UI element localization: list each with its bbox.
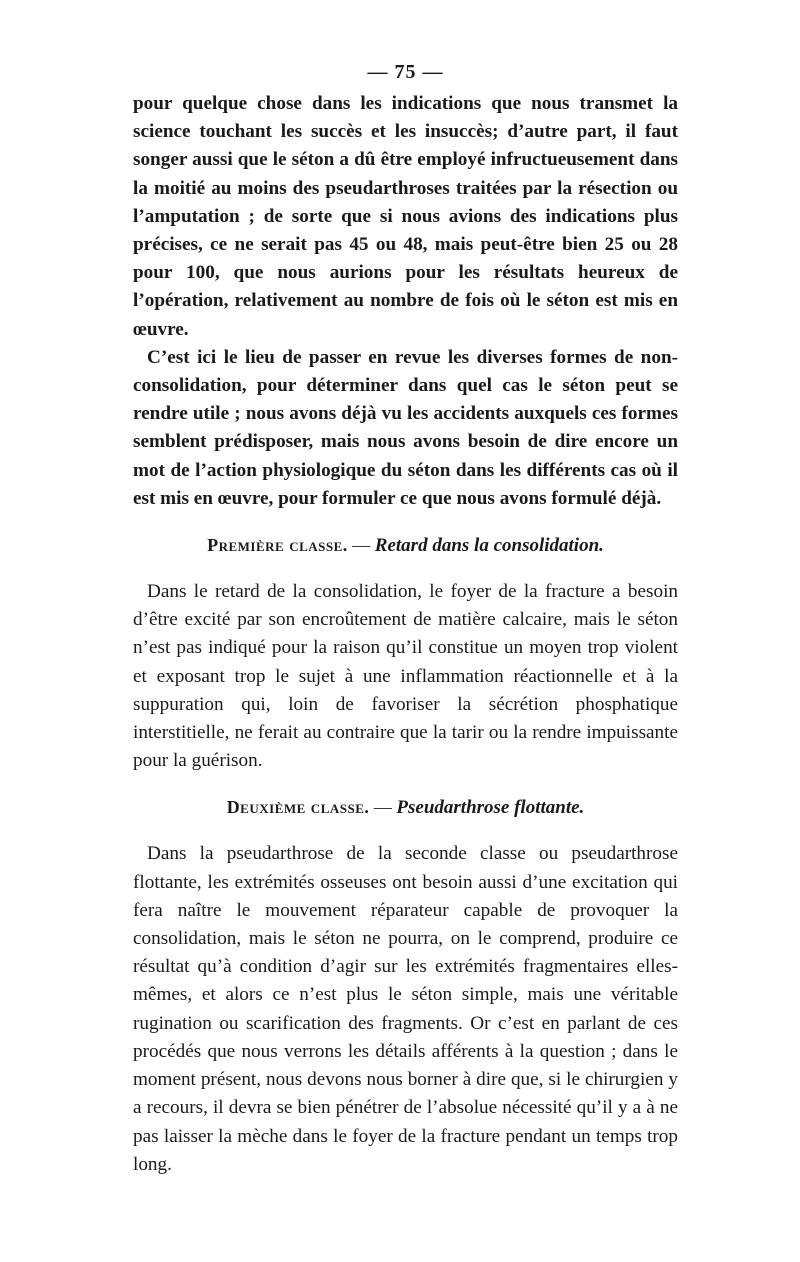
book-page [133,54,678,1179]
page-number: — 75 — [367,61,444,83]
paragraph-non-consolidation: C’est ici le lieu de passer en revue les diverses formes de non-consolidation, pour déterminer dans quel cas le séton peut se rendre utile ; nous avons déjà vu les accidents auxquels ces formes semblent prédisposer, mais nous avons besoin de dire encore un mot de l’action physiologique du séton dans les différents cas où il est mis en œuvre, pour formuler ce que nous avons formulé déjà. [133,346,678,509]
paragraph-pseudarthrose-flottante: Dans la pseudarthrose de la seconde classe ou pseudarthrose flottante, les extrémités osseuses ont besoin aussi d’une excitation qui fera naître le mouvement réparateur capable de provoquer la consolidation, mais le séton ne pourra, on le comprend, produire ce résultat qu’à condition d’agir sur les extrémités fragmentaires elles-mêmes, et alors ce n’est plus le séton simple, mais une véritable rugination ou scarification des fragments. Or c’est en parlant de ces procédés que nous verrons les détails afférents à la question ; dans le moment présent, nous devons nous borner à dire que, si le chirurgien y a recours, il devra se bien pénétrer de l’absolue nécessité qu’il y a à ne pas laisser la mèche dans le foyer de la fracture pendant un temps trop long. [133,843,678,1175]
section-dash: — [369,797,397,818]
section-title: Retard dans la consolidation. [374,535,604,557]
section-heading-premiere-classe [133,531,678,560]
section-label: Première classe. [207,535,348,556]
section-label: Deuxième classe. [226,797,370,818]
opening-text-block [133,90,678,513]
paragraph-retard-consolidation: Dans le retard de la consolidation, le foyer de la fracture a besoin d’être excité par son encroûtement de matière calcaire, mais le séton n’est pas indiqué pour la raison qu’il constitue un moyen trop violent et exposant trop le sujet à une inflammation réactionnelle et à la suppuration qui, loin de favoriser la sécrétion phosphatique interstitielle, ne ferait au contraire que la tarir ou la rendre impuissante pour la guérison. [133,581,678,772]
section-dash: — [347,535,375,556]
section-title: Pseudarthrose flottante. [396,797,585,819]
paragraph-continuation: pour quelque chose dans les indications que nous transmet la science touchant les succès et les insuccès; d’autre part, il faut songer aussi que le séton a dû être employé infructueusement dans la moitié au moins des pseudarthroses traitées par la résection ou l’amputation ; de sorte que si nous avions des indications plus précises, ce ne serait pas 45 ou 48, mais peut-être bien 25 ou 28 pour 100, que nous aurions pour les résultats heureux de l’opération, relativement au nombre de fois où le séton est mis en œuvre. [133,93,678,340]
section-heading-deuxieme-classe [133,793,678,822]
